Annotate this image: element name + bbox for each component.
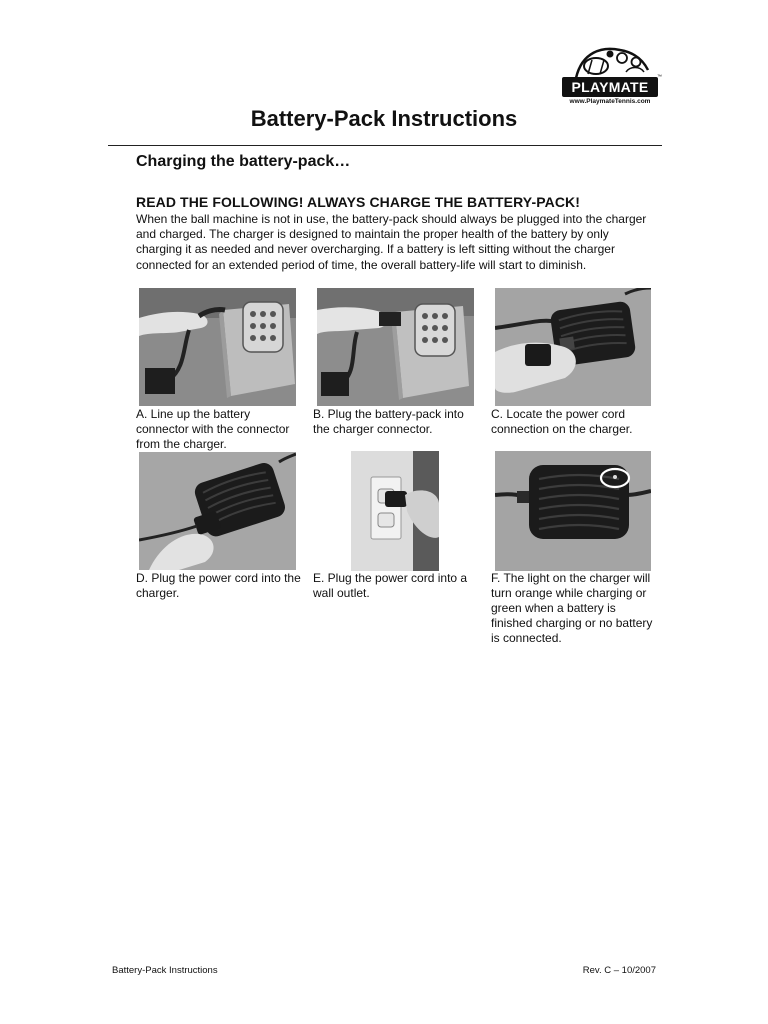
footer-revision: Rev. C – 10/2007	[582, 965, 656, 976]
footer-document-name: Battery-Pack Instructions	[112, 965, 218, 976]
brand-url: www.PlaymateTennis.com	[569, 98, 651, 105]
warning-heading: READ THE FOLLOWING! ALWAYS CHARGE THE BATTERY-PACK!	[136, 194, 581, 210]
hand-holding-connector-near-battery-pack-photo	[139, 288, 296, 406]
plug-in-wall-outlet-photo	[351, 451, 439, 571]
step-b-caption: B. Plug the battery-pack into the charger connector.	[313, 407, 464, 436]
brand-wordmark: PLAYMATE	[562, 77, 658, 97]
step-a-caption: A. Line up the battery connector with the connector from the charger.	[136, 407, 290, 451]
playmate-logo	[562, 44, 662, 106]
step-f-caption: F. The light on the charger will turn orange while charging or green when a battery is finished charging or no battery is connected.	[491, 571, 653, 645]
charger-with-indicator-light-circled-photo	[495, 451, 651, 571]
page-title: Battery-Pack Instructions	[250, 106, 518, 131]
title-divider	[108, 145, 662, 146]
trademark-symbol: ™	[657, 74, 662, 80]
step-d-caption: D. Plug the power cord into the charger.	[136, 571, 301, 600]
step-e-caption: E. Plug the power cord into a wall outlet.	[313, 571, 468, 600]
intro-paragraph: When the ball machine is not in use, the battery-pack should always be plugged into the charger and charged. The charger is designed to maintain the proper health of the battery by only charging it as needed and never overcharging. If a battery is left sitting without the charger connected for an extended period of time, the overall battery-life will start to diminish.	[136, 212, 647, 272]
hand-holding-power-cord-by-charger-photo	[495, 288, 651, 406]
power-cord-plugged-into-charger-photo	[139, 452, 296, 570]
connector-plugged-into-battery-pack-photo	[317, 288, 474, 406]
tennis-ball-machine-logo-icon	[562, 44, 658, 80]
step-c-caption: C. Locate the power cord connection on the charger.	[491, 407, 633, 436]
section-heading: Charging the battery-pack…	[136, 153, 351, 170]
